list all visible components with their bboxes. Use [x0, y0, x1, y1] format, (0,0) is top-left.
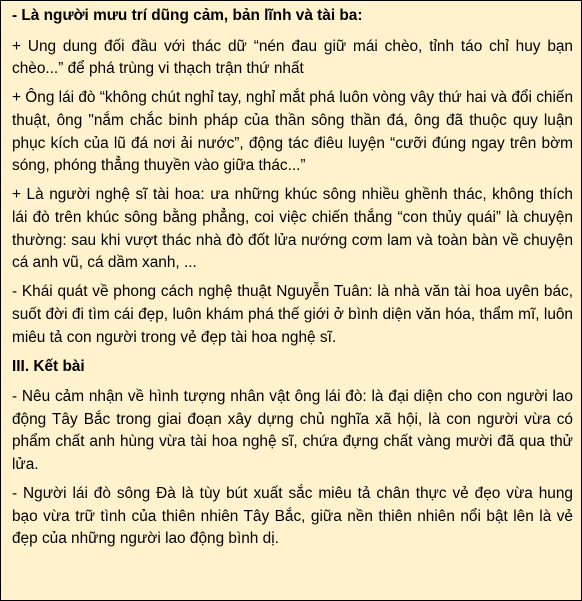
paragraph-style-summary: - Khái quát về phong cách nghệ thuật Nguyễn Tuân: là nhà văn tài hoa uyên bác, suốt đời đi tìm cái đẹp, luôn khám phá thế giới ở bình diện văn hóa, thẩm mĩ, luôn miêu tả con người trong vẻ đẹp tài hoa nghệ sĩ.: [12, 283, 573, 346]
paragraph-closing: - Người lái đò sông Đà là tùy bút xuất sắc miêu tả chân thực vẻ đẹo vừa hung bạo vừa trữ tình của thiên nhiên Tây Bắc, giữa nền thiên nhiên nổi bật lên là vẻ đẹp của những người lao động bình dị.: [12, 485, 573, 548]
paragraph-impression: - Nêu cảm nhận về hình tượng nhân vật ông lái đò: là đại diện cho con người lao động Tây Bắc trong giai đoạn xây dựng chủ nghĩa xã hội, là con người vừa có phẩm chất anh hùng vừa tài hoa nghệ sĩ, chứa đựng chất vàng mười đã qua thử lửa.: [12, 388, 573, 474]
paragraph-fierce-rapids: + Ung dung đối đầu với thác dữ “nén đau giữ mái chèo, tỉnh táo chỉ huy bạn chèo...” để phá trùng vi thạch trận thứ nhất: [12, 37, 573, 78]
paragraph-second-siege: + Ông lái đò “không chút nghỉ tay, nghỉ mắt phá luôn vòng vây thứ hai và đổi chiến thuật, ông "nắm chắc binh pháp của thần sông thần đá, ông đã thuộc quy luận phục kích của lũ đá nơi ải nước”, động tác điêu luyện “cưỡi đúng ngay trên bờm sóng, phóng thẳng thuyền vào giữa thác...”: [12, 89, 573, 175]
section-heading-traits: - Là người mưu trí dũng cảm, bản lĩnh và tài ba:: [12, 7, 363, 24]
paragraph-artist: + Là người nghệ sĩ tài hoa: ưa những khúc sông nhiều ghềnh thác, không thích lái đò trên khúc sông bằng phẳng, coi việc chiến thắng “con thủy quái” là chuyện thường: sau khi vượt thác nhà đò đốt lửa nướng cơm lam và toàn bàn về chuyện cá anh vũ, cá dầm xanh, ...: [12, 186, 573, 272]
section-heading-conclusion: III. Kết bài: [12, 357, 85, 375]
